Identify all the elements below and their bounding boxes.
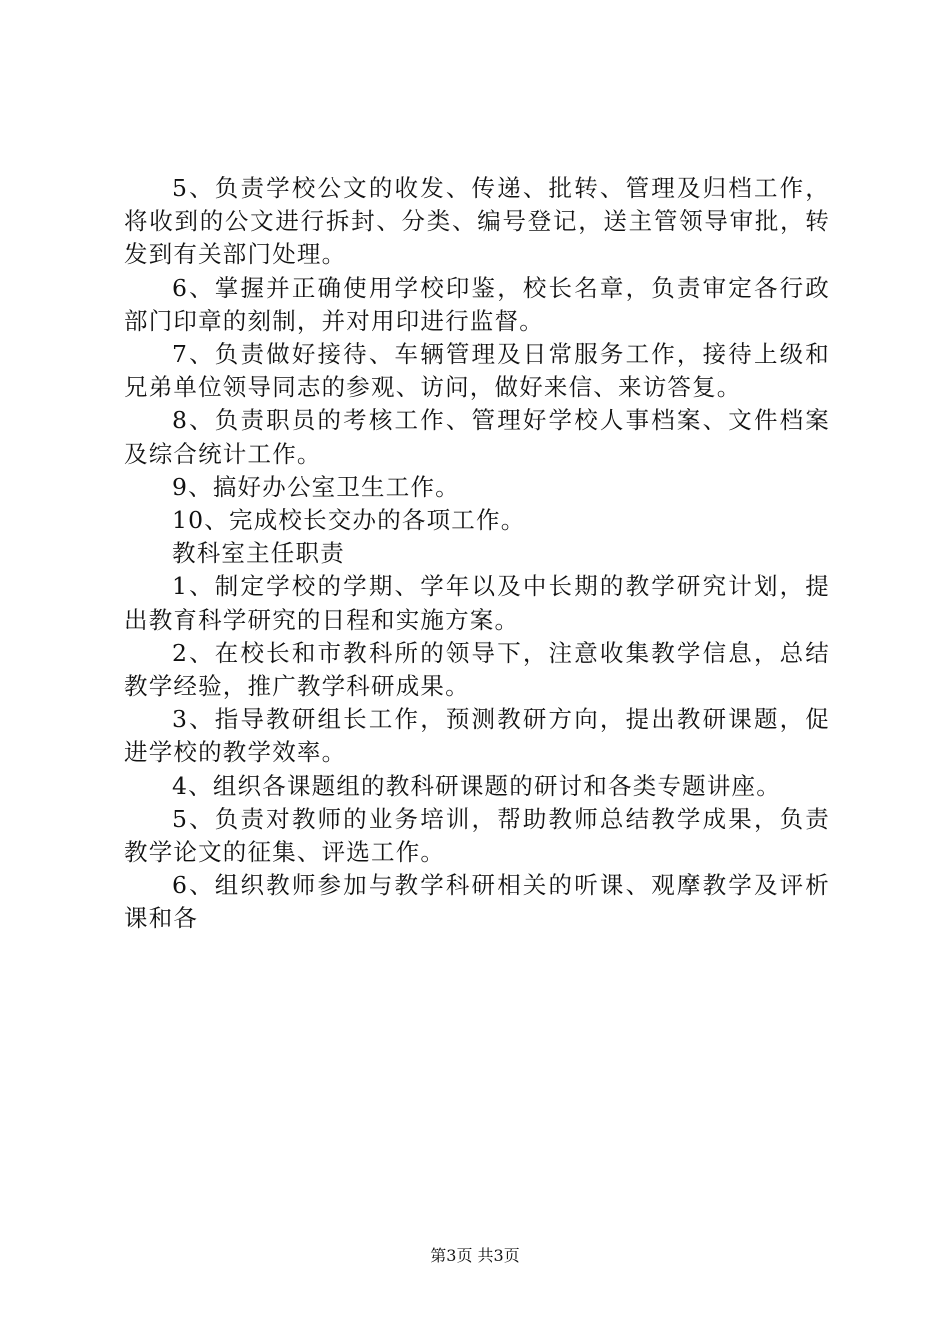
document-body [124,172,830,936]
paragraph-research-duty-6: 6、组织教师参加与教学科研相关的听课、观摩教学及评析课和各 [124,871,830,933]
section-heading: 教科室主任职责 [172,539,345,568]
paragraph-office-duty-8: 8、负责职员的考核工作、管理好学校人事档案、文件档案及综合统计工作。 [124,406,830,468]
paragraph-office-duty-10: 10、完成校长交办的各项工作。 [172,506,526,535]
paragraph-office-duty-6: 6、掌握并正确使用学校印鉴，校长名章，负责审定各行政部门印章的刻制，并对用印进行监督。 [124,273,830,335]
page-number-label: 第3页 共3页 [430,1246,520,1265]
paragraph-research-duty-5: 5、负责对教师的业务培训，帮助教师总结教学成果，负责教学论文的征集、评选工作。 [124,804,830,867]
paragraph-research-duty-2: 2、在校长和市教科所的领导下，注意收集教学信息，总结教学经验，推广教学科研成果。 [124,638,830,701]
paragraph-research-duty-3: 3、指导教研组长工作，预测教研方向，提出教研课题，促进学校的教学效率。 [124,705,830,767]
paragraph-office-duty-7: 7、负责做好接待、车辆管理及日常服务工作，接待上级和兄弟单位领导同志的参观、访问，做好来信、来访答复。 [124,340,830,402]
page-footer [0,1246,950,1266]
paragraph-research-duty-1: 1、制定学校的学期、学年以及中长期的教学研究计划，提出教育科学研究的日程和实施方案。 [124,572,830,634]
paragraph-office-duty-5: 5、负责学校公文的收发、传递、批转、管理及归档工作，将收到的公文进行拆封、分类、编号登记，送主管领导审批，转发到有关部门处理。 [124,174,830,269]
paragraph-office-duty-9: 9、搞好办公室卫生工作。 [172,472,460,501]
paragraph-research-duty-4: 4、组织各课题组的教科研课题的研讨和各类专题讲座。 [172,771,781,800]
